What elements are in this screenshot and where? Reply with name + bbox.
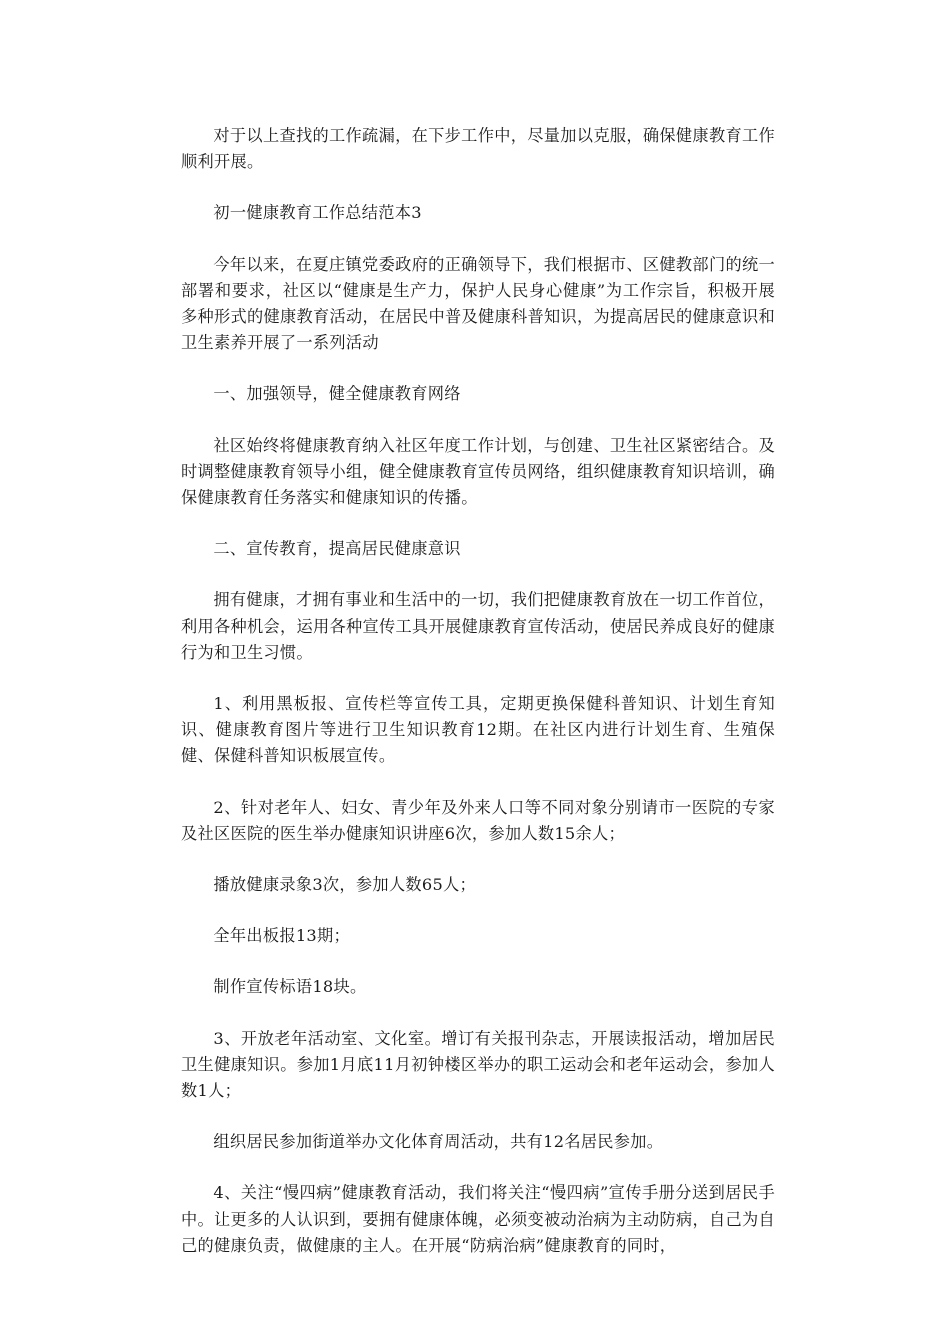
paragraph-intro: 今年以来，在夏庄镇党委政府的正确领导下，我们根据市、区健教部门的统一部署和要求，社区以“健康是生产力，保护人民身心健康”为工作宗旨，积极开展多种形式的健康教育活动，在居民中普及健康科普知识，为提高居民的健康意识和卫生素养开展了一系列活动 bbox=[181, 254, 775, 353]
section-title: 初一健康教育工作总结范本3 bbox=[213, 203, 422, 223]
paragraph-video: 播放健康录象3次，参加人数65人； bbox=[213, 875, 477, 895]
paragraph-leadership: 社区始终将健康教育纳入社区年度工作计划，与创建、卫生社区紧密结合。及时调整健康教育领导小组，健全健康教育宣传员网络，组织健康教育知识培训，确保健康教育任务落实和健康知识的传播。 bbox=[181, 435, 775, 508]
document-body bbox=[181, 123, 775, 1259]
list-item-1: 1、利用黑板报、宣传栏等宣传工具，定期更换保健科普知识、计划生育知识、健康教育图片等进行卫生知识教育12期。在社区内进行计划生育、生殖保健、保健科普知识板展宣传。 bbox=[181, 694, 775, 766]
heading-2: 二、宣传教育，提高居民健康意识 bbox=[213, 539, 461, 559]
paragraph-slogans: 制作宣传标语18块。 bbox=[213, 977, 367, 997]
heading-1: 一、加强领导，健全健康教育网络 bbox=[213, 384, 461, 404]
paragraph-boards: 全年出板报13期； bbox=[213, 926, 351, 946]
list-item-2: 2、针对老年人、妇女、青少年及外来人口等不同对象分别请市一医院的专家及社区医院的医生举办健康知识讲座6次，参加人数15余人； bbox=[181, 797, 775, 843]
list-item-3: 3、开放老年活动室、文化室。增订有关报刊杂志，开展读报活动，增加居民卫生健康知识。参加1月底11月初钟楼区举办的职工运动会和老年运动会，参加人数1人； bbox=[181, 1028, 775, 1101]
paragraph-sports: 组织居民参加街道举办文化体育周活动，共有12名居民参加。 bbox=[213, 1132, 664, 1152]
list-item-4: 4、关注“慢四病”健康教育活动，我们将关注“慢四病”宣传手册分送到居民手中。让更多的人认识到，要拥有健康体魄，必须变被动治病为主动防病，自己为自己的健康负责，做健康的主人。在开展“防病治病”健康教育的同时， bbox=[181, 1183, 775, 1255]
paragraph-conclusion: 对于以上查找的工作疏漏，在下步工作中，尽量加以克服，确保健康教育工作顺利开展。 bbox=[181, 126, 775, 172]
paragraph-health: 拥有健康，才拥有事业和生活中的一切，我们把健康教育放在一切工作首位，利用各种机会，运用各种宣传工具开展健康教育宣传活动，使居民养成良好的健康行为和卫生习惯。 bbox=[181, 590, 775, 662]
